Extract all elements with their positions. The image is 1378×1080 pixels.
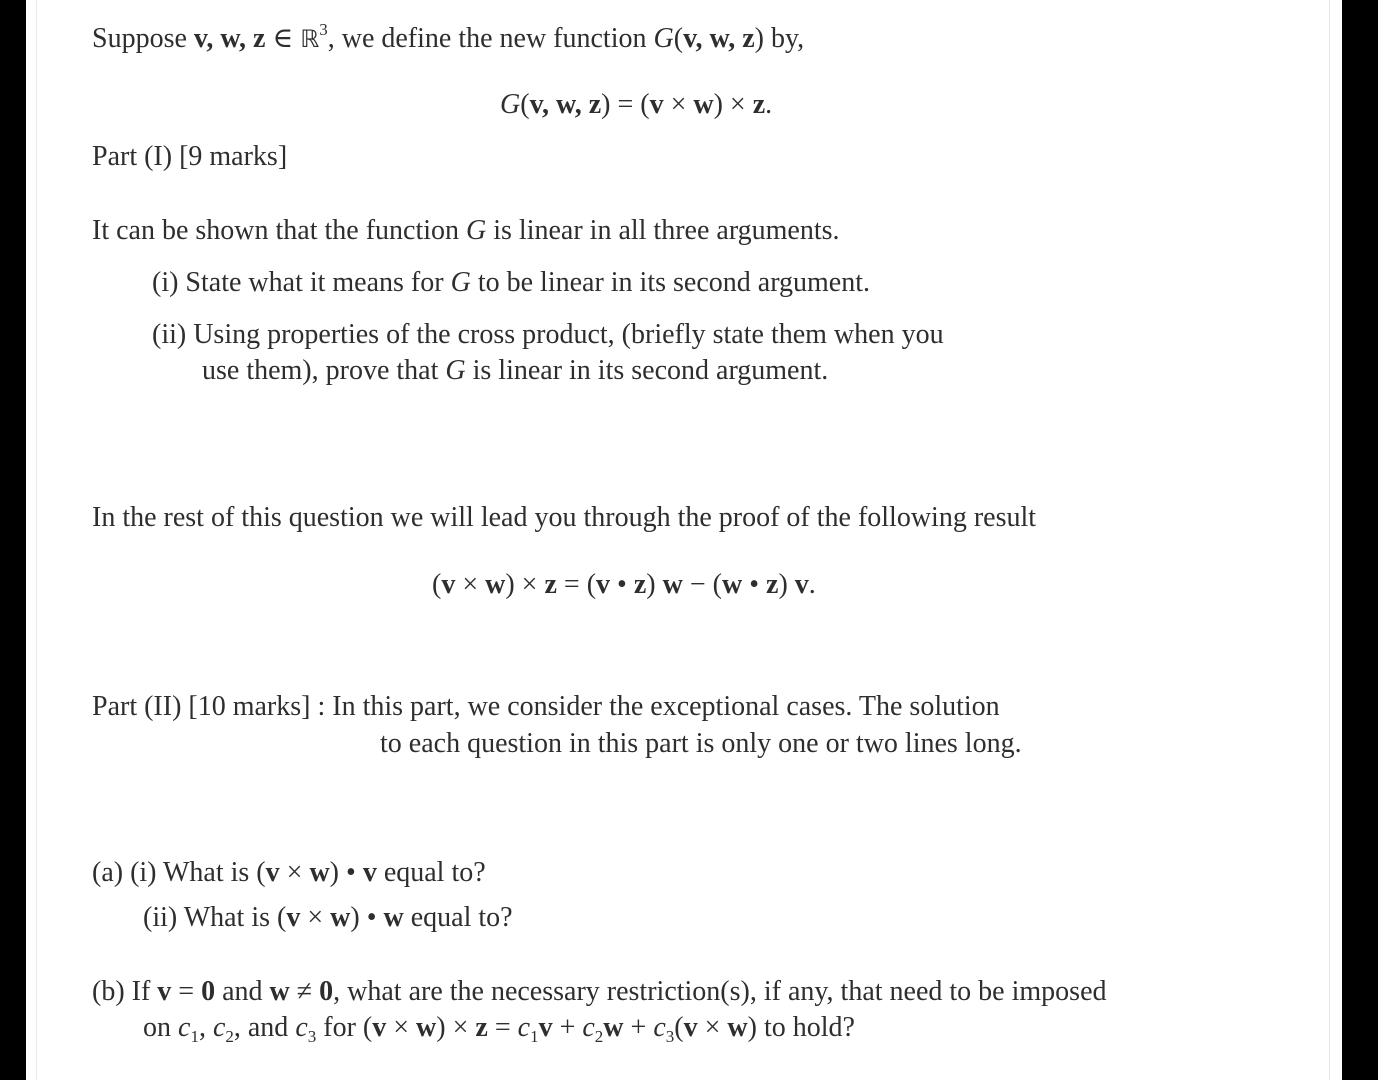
text-segment: ℝ <box>300 25 320 53</box>
text-segment: w <box>309 857 330 888</box>
text-segment: It can be shown that the function <box>92 215 467 246</box>
text-segment: , <box>198 1012 213 1043</box>
text-segment: 3 <box>307 1027 317 1046</box>
text-segment: on <box>143 1012 178 1043</box>
text-segment: (a) (i) What is ( <box>92 857 266 888</box>
text-segment: , what are the necessary restriction(s), if any, that need to be imposed <box>333 976 1107 1007</box>
text-segment: and <box>215 976 270 1007</box>
rest-intro <box>92 501 1036 535</box>
text-segment: • <box>742 569 767 600</box>
text-segment: ) to hold? <box>747 1012 855 1043</box>
text-segment: (ii) Using properties of the cross product, (briefly state them when you <box>152 319 944 350</box>
text-segment: v <box>683 1012 698 1043</box>
text-segment: 2 <box>225 1027 234 1046</box>
text-segment: z <box>766 569 779 600</box>
text-segment: Part (II) [10 marks] : In this part, we consider the exceptional cases. The solution <box>92 691 1000 722</box>
text-segment: ) × <box>436 1012 476 1043</box>
text-segment: w <box>721 569 743 600</box>
text-segment: × <box>300 902 331 933</box>
text-segment: w <box>383 902 404 933</box>
text-segment: • <box>610 569 634 600</box>
text-segment: v <box>538 1012 553 1043</box>
text-segment: v <box>265 857 280 888</box>
part-2-heading-cont <box>380 727 1022 761</box>
text-segment: ( <box>432 569 442 600</box>
text-segment: 2 <box>594 1027 604 1046</box>
text-segment: = <box>171 976 202 1007</box>
text-segment: v <box>649 89 664 120</box>
text-segment: ) <box>778 569 795 600</box>
text-segment: v <box>157 976 172 1007</box>
result-formula <box>432 568 816 602</box>
text-segment: Suppose <box>92 23 194 54</box>
text-segment: ) <box>646 569 663 600</box>
text-segment: ) = ( <box>601 89 650 120</box>
text-segment: ) by, <box>754 23 805 54</box>
text-segment: z <box>475 1012 488 1043</box>
text-segment: c <box>212 1012 226 1043</box>
text-segment: Part (I) [9 marks] <box>92 141 288 172</box>
text-segment: v <box>372 1012 387 1043</box>
page-edge-left <box>36 0 37 1080</box>
text-segment: 1 <box>190 1027 199 1046</box>
text-segment: 3 <box>319 20 328 39</box>
text-segment: equal to? <box>376 857 486 888</box>
part-2-heading <box>92 690 1000 724</box>
text-segment: c <box>295 1012 308 1043</box>
text-segment: use them), prove that <box>202 355 446 386</box>
text-segment: c <box>517 1012 531 1043</box>
text-segment: v <box>362 857 377 888</box>
text-segment: + <box>552 1012 583 1043</box>
text-segment: 0 <box>201 976 216 1007</box>
text-segment: × <box>697 1012 728 1043</box>
text-segment: to each question in this part is only one or two lines long. <box>380 728 1022 759</box>
intro <box>92 13 804 56</box>
text-segment: ) × <box>505 569 545 600</box>
text-segment: is linear in its second argument. <box>465 355 829 386</box>
text-segment: c <box>178 1012 191 1043</box>
text-segment: c <box>582 1012 595 1043</box>
text-segment: ) × <box>713 89 753 120</box>
text-segment: for ( <box>316 1012 373 1043</box>
text-segment: . <box>808 569 816 600</box>
page-edge-right <box>1329 0 1330 1080</box>
text-segment: ( <box>674 1012 684 1043</box>
text-segment: is linear in all three arguments. <box>486 215 840 246</box>
text-segment: × <box>279 857 310 888</box>
text-segment: w <box>416 1012 437 1043</box>
text-segment: v <box>596 569 611 600</box>
text-segment: ) • <box>329 857 363 888</box>
text-segment: 3 <box>665 1027 675 1046</box>
text-segment: w <box>269 976 290 1007</box>
text-segment: × <box>455 569 486 600</box>
text-segment: c <box>653 1012 666 1043</box>
text-segment: , and <box>233 1012 296 1043</box>
text-segment: ≠ <box>289 976 320 1007</box>
text-segment: w <box>693 89 714 120</box>
text-segment: (i) State what it means for <box>152 267 451 298</box>
part-1-ii-cont <box>202 354 828 388</box>
part-1-intro <box>92 214 840 248</box>
text-segment: = ( <box>556 569 597 600</box>
text-segment: ( <box>673 23 684 54</box>
text-segment: − ( <box>682 569 722 600</box>
text-segment: In the rest of this question we will lead you through the proof of the following result <box>92 502 1037 533</box>
text-segment: v <box>286 902 301 933</box>
text-segment: v <box>441 569 456 600</box>
text-segment: v, w, z <box>529 89 602 120</box>
question-a-ii <box>143 901 513 935</box>
text-segment: G <box>653 23 674 54</box>
text-segment: (b) If <box>92 976 158 1007</box>
text-segment: G <box>450 267 471 298</box>
question-a-i <box>92 856 486 890</box>
text-segment: × <box>386 1012 417 1043</box>
text-segment: 1 <box>530 1027 539 1046</box>
text-segment: equal to? <box>403 902 513 933</box>
text-segment: + <box>623 1012 654 1043</box>
text-segment: G <box>466 215 487 246</box>
text-segment: w <box>330 902 351 933</box>
text-segment: w <box>662 569 683 600</box>
text-segment: v, w, z <box>193 23 266 54</box>
text-segment: w <box>603 1012 624 1043</box>
text-segment: z <box>752 89 766 120</box>
text-segment: . <box>765 89 773 120</box>
text-segment: w <box>727 1012 748 1043</box>
question-b <box>92 975 1107 1009</box>
text-segment: to be linear in its second argument. <box>470 267 870 298</box>
text-segment: z <box>544 569 557 600</box>
text-segment: × <box>663 89 694 120</box>
text-segment: z <box>633 569 647 600</box>
text-segment: v <box>794 569 809 600</box>
text-segment: ∈ <box>265 23 301 54</box>
text-segment: G <box>445 355 466 386</box>
text-segment: ( <box>520 89 530 120</box>
text-segment: (ii) What is ( <box>143 902 287 933</box>
text-segment: = <box>487 1012 518 1043</box>
text-segment: 0 <box>319 976 334 1007</box>
part-1-i <box>152 266 870 300</box>
part-1-ii <box>152 318 944 352</box>
text-segment: G <box>500 89 521 120</box>
text-segment: , we define the new function <box>327 23 654 54</box>
text-segment: ) • <box>350 902 384 933</box>
text-segment: v, w, z <box>683 23 755 54</box>
definition-formula <box>500 88 772 122</box>
question-b-cont <box>143 1011 855 1054</box>
part-1-heading <box>92 140 287 174</box>
text-segment: w <box>485 569 506 600</box>
